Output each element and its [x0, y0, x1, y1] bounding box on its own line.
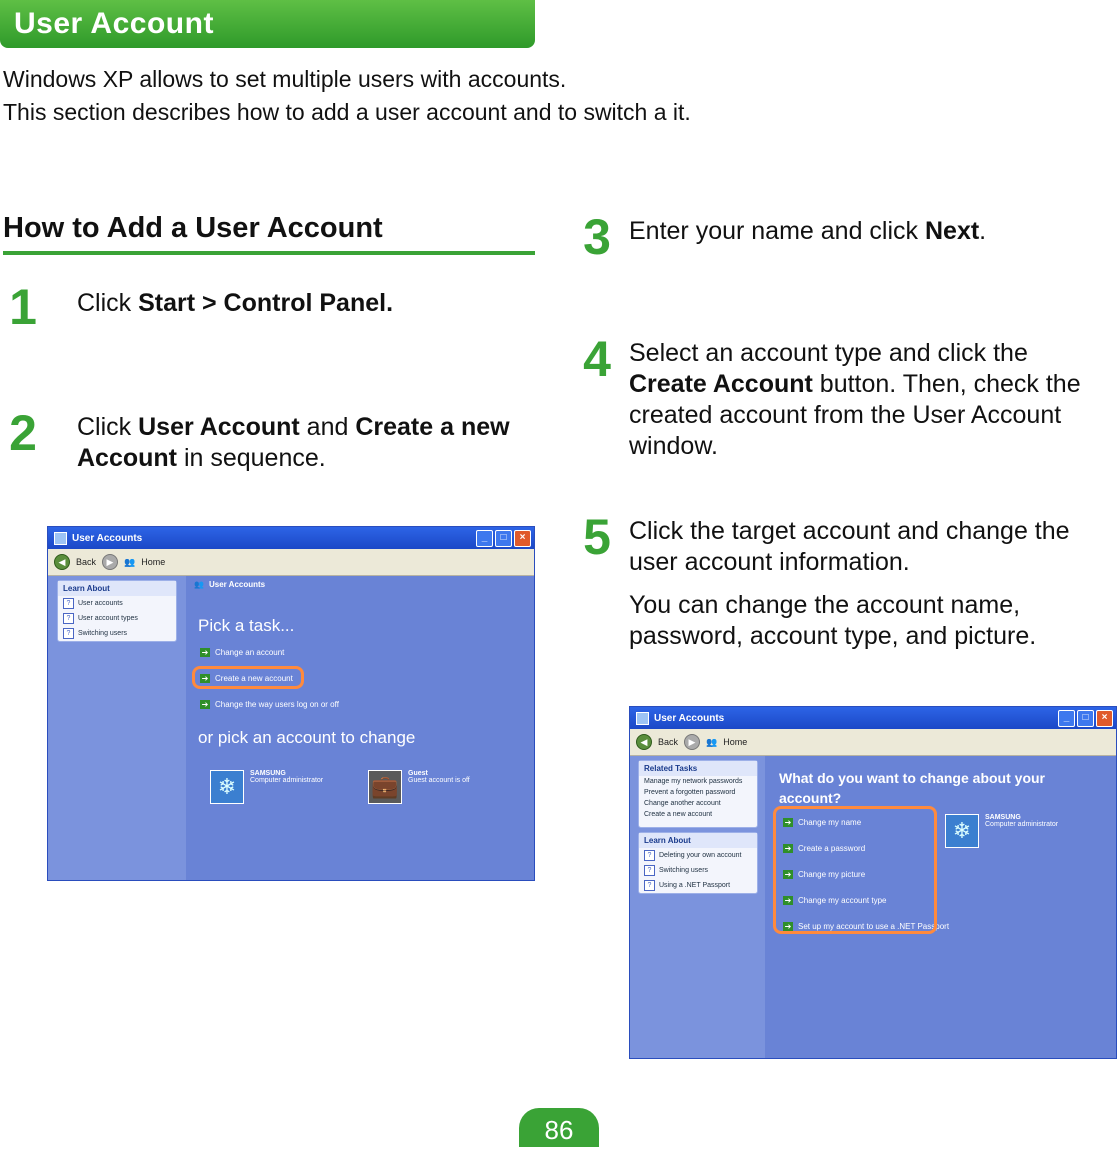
learn-about-heading: Learn About — [639, 833, 757, 848]
account-name: SAMSUNG — [250, 770, 286, 777]
step-4-number: 4 — [583, 331, 611, 387]
option-label: Change my account type — [798, 896, 887, 905]
intro-line-2: This section describes how to add a user account and to switch a it. — [3, 99, 691, 125]
step-3-bold: Next — [924, 217, 980, 245]
snowflake-avatar-icon: ❄ — [210, 770, 244, 804]
page-number: 86 — [519, 1108, 599, 1147]
step-4-post: button. Then, check the created account from the User Account window. — [629, 370, 1081, 460]
option-label: Set up my account to use a .NET Passport — [798, 922, 950, 931]
green-arrow-icon: ➔ — [201, 648, 209, 657]
right-pane — [186, 576, 534, 880]
step-4-pre: Select an account type and click the — [629, 339, 1028, 367]
step-3-number: 3 — [583, 209, 611, 265]
home-icon[interactable]: 👥 — [706, 736, 718, 747]
learn-about-heading: Learn About — [58, 581, 176, 596]
intro-line-1: Windows XP allows to set multiple users with accounts. — [3, 66, 567, 92]
learn-item-label: User account types — [78, 615, 138, 622]
window-app-icon — [636, 712, 649, 725]
step-1-text — [77, 288, 527, 319]
step-3-post: . — [979, 217, 987, 245]
task-label: Change the way users log on or off — [215, 700, 339, 709]
related-item[interactable]: Create a new account — [644, 811, 713, 818]
user-accounts-header — [194, 580, 265, 589]
back-label[interactable]: Back — [76, 557, 97, 567]
learn-item[interactable] — [58, 596, 176, 611]
task-label: Create a new account — [215, 674, 293, 683]
related-item[interactable]: Change another account — [644, 800, 721, 807]
learn-item[interactable] — [639, 878, 757, 893]
help-icon: ? — [644, 865, 655, 876]
home-label[interactable]: Home — [723, 737, 748, 747]
section-heading: How to Add a User Account — [3, 212, 535, 255]
window-titlebar — [48, 527, 534, 549]
help-icon: ? — [644, 880, 655, 891]
learn-item-label: Switching users — [659, 867, 709, 874]
home-label[interactable]: Home — [141, 557, 166, 567]
step-2-pre: Click — [77, 413, 139, 441]
learn-item-label: Using a .NET Passport — [659, 882, 731, 889]
green-arrow-icon: ➔ — [784, 896, 792, 905]
related-item[interactable]: Prevent a forgotten password — [644, 789, 736, 796]
help-icon: ? — [63, 628, 74, 639]
green-arrow-icon: ➔ — [784, 870, 792, 879]
green-arrow-icon: ➔ — [784, 818, 792, 827]
back-arrow-icon[interactable]: ◀ — [54, 554, 70, 570]
help-icon: ? — [63, 598, 74, 609]
minimize-icon[interactable]: _ — [1058, 710, 1075, 727]
highlight-create-account — [192, 666, 304, 689]
window-toolbar — [630, 729, 1116, 756]
minimize-icon[interactable]: _ — [476, 530, 493, 547]
learn-item[interactable] — [639, 848, 757, 863]
learn-item[interactable] — [639, 863, 757, 878]
task-change-logon[interactable] — [200, 700, 339, 709]
back-label[interactable]: Back — [658, 737, 679, 747]
pick-account-title: or pick an account to change — [198, 728, 416, 747]
task-label: Change an account — [215, 648, 285, 657]
related-tasks-panel — [638, 760, 758, 828]
account-type: Computer administrator — [250, 777, 324, 784]
account-name: Guest — [408, 770, 428, 777]
briefcase-avatar-icon: 💼 — [368, 770, 402, 804]
step-2-number: 2 — [9, 405, 37, 461]
change-question-title: What do you want to change about your account? — [779, 770, 1045, 806]
step-4-text — [629, 338, 1109, 462]
home-icon[interactable]: 👥 — [124, 556, 136, 567]
account-type: Computer administrator — [985, 821, 1059, 828]
left-pane — [48, 576, 186, 880]
highlight-options — [773, 806, 937, 934]
right-pane — [765, 756, 1116, 1058]
window-titlebar — [630, 707, 1116, 729]
green-arrow-icon: ➔ — [201, 700, 209, 709]
screenshot-user-accounts-window — [47, 526, 535, 881]
window-title: User Accounts — [72, 532, 143, 544]
learn-about-panel — [57, 580, 177, 642]
window-title: User Accounts — [654, 712, 725, 724]
option-label: Change my name — [798, 818, 862, 827]
step-1-pre: Click — [77, 289, 139, 317]
step-5-subtext: You can change the account name, password, account type, and picture. — [629, 591, 1037, 650]
green-arrow-icon: ➔ — [784, 922, 792, 931]
close-icon[interactable]: × — [1096, 710, 1113, 727]
snowflake-avatar-icon: ❄ — [945, 814, 979, 848]
step-2-text — [77, 412, 517, 474]
learn-item-label: User accounts — [78, 600, 123, 607]
step-2-mid: and — [299, 413, 356, 441]
step-1-bold: Start > Control Panel. — [138, 289, 394, 317]
learn-about-panel — [638, 832, 758, 894]
help-icon: ? — [63, 613, 74, 624]
section-title-bar: User Account — [0, 0, 535, 48]
account-type: Guest account is off — [408, 777, 470, 784]
option-label: Create a password — [798, 844, 866, 853]
account-samsung — [945, 814, 1058, 848]
step-2-post: in sequence. — [177, 444, 326, 472]
maximize-icon[interactable]: □ — [495, 530, 512, 547]
step-2-bold-1: User Account — [138, 413, 300, 441]
users-icon: 👥 — [194, 580, 204, 589]
account-samsung[interactable] — [210, 770, 323, 804]
back-arrow-icon[interactable]: ◀ — [636, 734, 652, 750]
close-icon[interactable]: × — [514, 530, 531, 547]
step-3-text — [629, 216, 1099, 247]
left-pane — [630, 756, 765, 1058]
account-name: SAMSUNG — [985, 814, 1021, 821]
step-3-pre: Enter your name and click — [629, 217, 925, 245]
maximize-icon[interactable]: □ — [1077, 710, 1094, 727]
window-toolbar — [48, 549, 534, 576]
learn-item-label: Deleting your own account — [659, 852, 742, 859]
pick-task-title: Pick a task... — [198, 616, 295, 635]
step-5-number: 5 — [583, 509, 611, 565]
window-app-icon — [54, 532, 67, 545]
step-2-bold-2: Create a new Account — [77, 413, 510, 472]
learn-item-label: Switching users — [78, 630, 128, 637]
step-5-text: Click the target account and change the user account information. — [629, 517, 1070, 576]
step-4-bold: Create Account — [629, 370, 813, 398]
learn-item[interactable] — [58, 611, 176, 626]
help-icon: ? — [644, 850, 655, 861]
option-label: Change my picture — [798, 870, 866, 879]
account-guest[interactable] — [368, 770, 470, 804]
forward-arrow-icon[interactable]: ▶ — [684, 734, 700, 750]
related-tasks-heading: Related Tasks — [639, 761, 757, 776]
screenshot-change-account-window — [629, 706, 1117, 1059]
green-arrow-icon: ➔ — [784, 844, 792, 853]
forward-arrow-icon[interactable]: ▶ — [102, 554, 118, 570]
green-arrow-icon: ➔ — [201, 674, 209, 683]
task-change-account[interactable] — [200, 648, 284, 657]
learn-item[interactable] — [58, 626, 176, 641]
related-item[interactable]: Manage my network passwords — [644, 778, 743, 785]
user-accounts-header-label: User Accounts — [208, 580, 266, 589]
step-1-number: 1 — [9, 279, 37, 335]
